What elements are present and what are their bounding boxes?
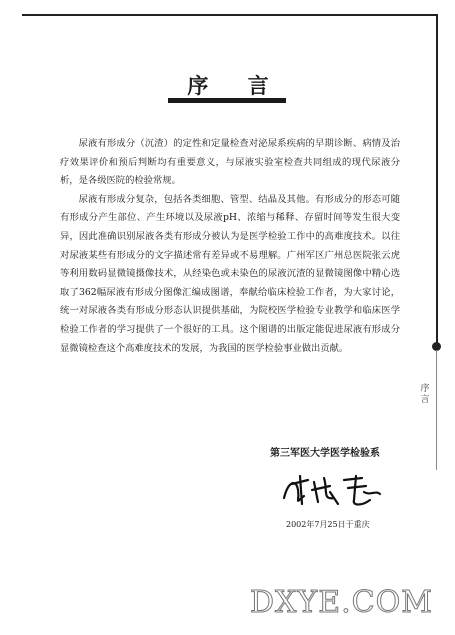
title-underline-bar — [168, 98, 286, 103]
organization-name: 第三军医大学医学检验系 — [270, 448, 380, 459]
signature-date: 2002年7月25日于重庆 — [286, 520, 370, 529]
paragraph-2: 尿液有形成分复杂，包括各类细胞、管型、结晶及其他。有形成分的形态可随有形成分产生部位、产生环境以及尿液pH、浓缩与稀释、存留时间等发生很大变异，因此准确识别尿液各类有形成分被认为是医学检验工作中的高难度技术。以往对尿液某些有形成分的文字描述常有差异或不易理解。广州军区广州总医院张云虎等利用数码显微镜摄像技术，从经染色或未染色的尿液沉渣的显微镜图像中精心选取了362幅尿液有形成分图像汇编成图谱，奉献给临床检验工作者，为大家讨论，统一对尿液各类有形成分形态认识提供基础，为院校医学检验专业教学和临床医学检验工作者的学习提供了一个很好的工具。这个图谱的出版定能促进尿液有形成分显微镜检查这个高难度技术的发展，为我国的医学检验事业做出贡献。 — [60, 193, 400, 354]
page-frame-right-rule-lower — [436, 350, 437, 470]
paragraph-1: 尿液有形成分（沉渣）的定性和定量检查对泌尿系疾病的早期诊断、病情及治疗效果评价和预后判断均有重要意义，与尿液实验室检查共同组成的现代尿液分析，是各级医院的检验常规。 — [60, 138, 400, 187]
preface-body — [60, 135, 400, 358]
page-title: 序 言 — [187, 73, 285, 98]
side-section-tab — [418, 384, 432, 406]
handwritten-signature — [278, 470, 388, 510]
page-frame-right-rule — [436, 14, 438, 346]
side-tab-char-2: 言 — [420, 395, 430, 405]
side-tab-char-1: 序 — [420, 384, 430, 394]
site-watermark: DXYE.COM — [250, 585, 433, 620]
page-frame-top-rule — [22, 14, 436, 16]
heading-block — [168, 70, 288, 100]
